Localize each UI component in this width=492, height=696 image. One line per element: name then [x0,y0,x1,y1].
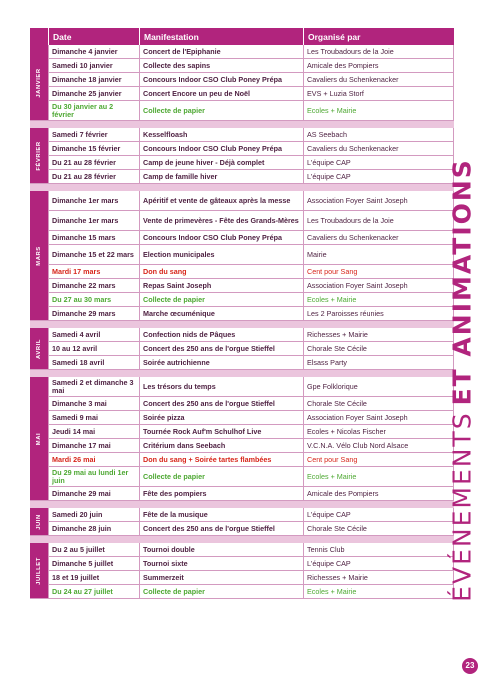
event-cell: Collecte de papier [139,101,303,121]
table-row [30,439,454,453]
org-cell: Chorale Ste Cécile [303,342,454,356]
event-cell: Concours Indoor CSO Club Poney Prépa [139,142,303,156]
table-row [30,170,454,184]
table-row [30,211,454,231]
month-label-cell [30,328,48,370]
date-cell: Du 30 janvier au 2 février [48,101,139,121]
org-cell: Les Troubadours de la Joie [303,211,454,231]
org-cell: Tennis Club [303,543,454,557]
month-label-cell [30,45,48,121]
table-row [30,191,454,211]
month-separator-cell [30,501,454,508]
header-month-cell [30,28,48,45]
table-row [30,293,454,307]
org-cell: Chorale Ste Cécile [303,522,454,536]
month-separator-cell [30,370,454,377]
date-cell: Dimanche 15 mars [48,231,139,245]
date-cell: Du 21 au 28 février [48,156,139,170]
org-cell: L'équipe CAP [303,170,454,184]
org-cell: Ecoles + Nicolas Fischer [303,425,454,439]
org-cell: Ecoles + Mairie [303,293,454,307]
month-separator-cell [30,121,454,128]
org-cell: Amicale des Pompiers [303,59,454,73]
month-separator [30,121,454,128]
org-cell: Mairie [303,245,454,265]
month-separator [30,536,454,543]
month-label: FÉVRIER [36,140,42,171]
org-cell: Cavaliers du Schenkenacker [303,73,454,87]
date-cell: Dimanche 4 janvier [48,45,139,59]
month-separator-cell [30,321,454,328]
events-body [30,45,454,599]
org-cell: Association Foyer Saint Joseph [303,411,454,425]
event-cell: Repas Saint Joseph [139,279,303,293]
event-cell: Collecte de papier [139,467,303,487]
month-label: JANVIER [36,67,42,98]
month-separator-cell [30,184,454,191]
month-label: JUILLET [36,556,42,585]
table-row [30,453,454,467]
date-cell: Dimanche 17 mai [48,439,139,453]
table-row [30,522,454,536]
org-cell: Ecoles + Mairie [303,467,454,487]
event-cell: Concert des 250 ans de l'orgue Stieffel [139,342,303,356]
table-header-row [30,28,454,45]
date-cell: Samedi 20 juin [48,508,139,522]
table-row [30,411,454,425]
table-row [30,328,454,342]
event-cell: Collecte des sapins [139,59,303,73]
org-cell: Ecoles + Mairie [303,101,454,121]
table-row [30,487,454,501]
month-label: MARS [36,245,42,266]
section-title-bold: ET ANIMATIONS [447,158,477,406]
event-cell: Concert des 250 ans de l'orgue Stieffel [139,397,303,411]
date-cell: Du 2 au 5 juillet [48,543,139,557]
event-cell: Collecte de papier [139,293,303,307]
table-row [30,397,454,411]
org-cell: Richesses + Mairie [303,571,454,585]
header-event: Manifestation [139,28,303,45]
month-label: JUIN [36,513,42,530]
date-cell: Samedi 9 mai [48,411,139,425]
event-cell: Concours Indoor CSO Club Poney Prépa [139,73,303,87]
header-date: Date [48,28,139,45]
event-cell: Kesselfloash [139,128,303,142]
date-cell: Samedi 7 février [48,128,139,142]
month-separator [30,321,454,328]
table-row [30,73,454,87]
table-row [30,59,454,73]
table-row [30,557,454,571]
event-cell: Don du sang + Soirée tartes flambées [139,453,303,467]
date-cell: Du 29 mai au lundi 1er juin [48,467,139,487]
event-cell: Tournoi double [139,543,303,557]
table-row [30,377,454,397]
date-cell: Dimanche 1er mars [48,191,139,211]
date-cell: Du 21 au 28 février [48,170,139,184]
date-cell: Dimanche 28 juin [48,522,139,536]
date-cell: Samedi 4 avril [48,328,139,342]
event-cell: Critérium dans Seebach [139,439,303,453]
table-row [30,279,454,293]
event-cell: Les trésors du temps [139,377,303,397]
date-cell: Jeudi 14 mai [48,425,139,439]
table-row [30,342,454,356]
table-row [30,87,454,101]
org-cell: Richesses + Mairie [303,328,454,342]
date-cell: Samedi 18 avril [48,356,139,370]
event-cell: Camp de famille hiver [139,170,303,184]
org-cell: Ecoles + Mairie [303,585,454,599]
month-label: MAI [36,432,42,445]
event-cell: Concours Indoor CSO Club Poney Prépa [139,231,303,245]
org-cell: EVS + Luzia Storf [303,87,454,101]
event-cell: Concert Encore un peu de Noël [139,87,303,101]
date-cell: Dimanche 5 juillet [48,557,139,571]
event-cell: Collecte de papier [139,585,303,599]
org-cell: Association Foyer Saint Joseph [303,191,454,211]
section-title-light: ÉVÉNEMENTS [447,411,477,602]
page-number-badge: 23 [462,658,478,674]
org-cell: Gpe Folklorique [303,377,454,397]
date-cell: Dimanche 29 mars [48,307,139,321]
month-label-cell [30,128,48,184]
table-row [30,231,454,245]
date-cell: Dimanche 22 mars [48,279,139,293]
org-cell: L'équipe CAP [303,557,454,571]
org-cell: L'équipe CAP [303,508,454,522]
event-cell: Tournée Rock Auf'm Schulhof Live [139,425,303,439]
table-row [30,543,454,557]
org-cell: V.C.N.A. Vélo Club Nord Alsace [303,439,454,453]
month-label-cell [30,508,48,536]
date-cell: 18 et 19 juillet [48,571,139,585]
event-cell: Soirée pizza [139,411,303,425]
event-cell: Fête de la musique [139,508,303,522]
date-cell: Dimanche 29 mai [48,487,139,501]
table-row [30,467,454,487]
month-separator [30,501,454,508]
table-row [30,128,454,142]
table-row [30,101,454,121]
table-row [30,265,454,279]
table-row [30,425,454,439]
date-cell: Dimanche 15 et 22 mars [48,245,139,265]
table-row [30,356,454,370]
table-row [30,156,454,170]
event-cell: Camp de jeune hiver - Déjà complet [139,156,303,170]
org-cell: Cavaliers du Schenkenacker [303,142,454,156]
event-cell: Tournoi sixte [139,557,303,571]
date-cell: Dimanche 18 janvier [48,73,139,87]
date-cell: Du 24 au 27 juillet [48,585,139,599]
date-cell: 10 au 12 avril [48,342,139,356]
month-separator [30,184,454,191]
month-separator [30,370,454,377]
event-cell: Confection nids de Pâques [139,328,303,342]
event-cell: Marche œcuménique [139,307,303,321]
date-cell: Mardi 17 mars [48,265,139,279]
org-cell: AS Seebach [303,128,454,142]
table-row [30,142,454,156]
header-org: Organisé par [303,28,454,45]
date-cell: Dimanche 25 janvier [48,87,139,101]
event-cell: Soirée autrichienne [139,356,303,370]
date-cell: Dimanche 15 février [48,142,139,156]
event-cell: Fête des pompiers [139,487,303,501]
date-cell: Mardi 26 mai [48,453,139,467]
org-cell: Les Troubadours de la Joie [303,45,454,59]
month-label-cell [30,543,48,599]
org-cell: L'équipe CAP [303,156,454,170]
org-cell: Association Foyer Saint Joseph [303,279,454,293]
event-cell: Summerzeit [139,571,303,585]
section-title [448,158,477,602]
org-cell: Les 2 Paroisses réunies [303,307,454,321]
month-label: AVRIL [36,338,42,359]
event-cell: Concert des 250 ans de l'orgue Stieffel [139,522,303,536]
table-row [30,45,454,59]
date-cell: Samedi 2 et dimanche 3 mai [48,377,139,397]
org-cell: Amicale des Pompiers [303,487,454,501]
date-cell: Du 27 au 30 mars [48,293,139,307]
table-row [30,508,454,522]
table-row [30,307,454,321]
org-cell: Cent pour Sang [303,453,454,467]
date-cell: Samedi 10 janvier [48,59,139,73]
org-cell: Elsass Party [303,356,454,370]
events-table [30,28,454,599]
org-cell: Chorale Ste Cécile [303,397,454,411]
table-row [30,585,454,599]
month-label-cell [30,191,48,321]
month-label-cell [30,377,48,501]
table-row [30,245,454,265]
org-cell: Cent pour Sang [303,265,454,279]
event-cell: Vente de primevères - Fête des Grands-Mères [139,211,303,231]
event-cell: Apéritif et vente de gâteaux après la messe [139,191,303,211]
date-cell: Dimanche 1er mars [48,211,139,231]
table-row [30,571,454,585]
event-cell: Election municipales [139,245,303,265]
org-cell: Cavaliers du Schenkenacker [303,231,454,245]
event-cell: Concert de l'Epiphanie [139,45,303,59]
date-cell: Dimanche 3 mai [48,397,139,411]
month-separator-cell [30,536,454,543]
event-cell: Don du sang [139,265,303,279]
